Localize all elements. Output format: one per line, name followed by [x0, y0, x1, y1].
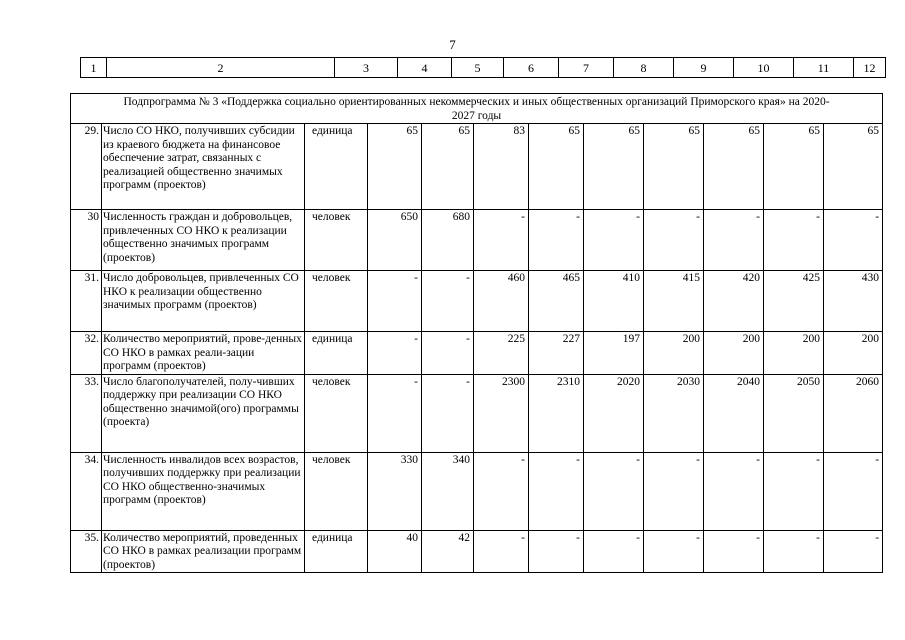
unit-of-measure: единица	[305, 530, 368, 573]
value-cell: 2310	[529, 374, 584, 452]
row-number: 35.	[71, 530, 102, 573]
value-cell: -	[644, 452, 704, 530]
unit-of-measure: человек	[305, 210, 368, 271]
value-cell: -	[584, 530, 644, 573]
header-cell: 11	[794, 58, 854, 78]
row-number: 34.	[71, 452, 102, 530]
table-rows	[71, 124, 883, 573]
indicator-name: Число благополучателей, полу-чивших поддержку при реализации СО НКО общественно значимой(ого) программы (проекта)	[102, 374, 305, 452]
page-number: 7	[449, 37, 456, 52]
header-cell: 2	[107, 58, 335, 78]
header-cell: 1	[81, 58, 107, 78]
indicator-name: Количество мероприятий, прове-денных СО НКО в рамках реали-зации программ (проектов)	[102, 332, 305, 375]
header-cell: 4	[398, 58, 452, 78]
indicator-name: Число СО НКО, получивших субсидии из краевого бюджета на финансовое обеспечение затрат, связанных с реализацией общественно значимых программ (проектов)	[102, 124, 305, 210]
value-cell: -	[474, 530, 529, 573]
table-row	[71, 210, 883, 271]
row-number: 33.	[71, 374, 102, 452]
value-cell: -	[529, 210, 584, 271]
value-cell: 465	[529, 271, 584, 332]
value-cell: 197	[584, 332, 644, 375]
header-cell: 7	[559, 58, 614, 78]
subprogram-title-row	[71, 94, 883, 124]
value-cell: -	[704, 530, 764, 573]
value-cell: 65	[368, 124, 422, 210]
value-cell: -	[704, 210, 764, 271]
header-cell: 5	[452, 58, 504, 78]
table-row	[71, 124, 883, 210]
value-cell: -	[824, 210, 883, 271]
value-cell: -	[422, 271, 474, 332]
value-cell: -	[422, 332, 474, 375]
value-cell: 425	[764, 271, 824, 332]
header-cell: 9	[674, 58, 734, 78]
value-cell: 200	[644, 332, 704, 375]
value-cell: 65	[644, 124, 704, 210]
value-cell: 225	[474, 332, 529, 375]
value-cell: 415	[644, 271, 704, 332]
row-number: 29.	[71, 124, 102, 210]
value-cell: -	[644, 530, 704, 573]
value-cell: 227	[529, 332, 584, 375]
value-cell: -	[764, 530, 824, 573]
value-cell: 2300	[474, 374, 529, 452]
indicator-name: Количество мероприятий, проведенных СО НКО в рамках реализации программ (проектов)	[102, 530, 305, 573]
header-cell: 12	[854, 58, 886, 78]
header-cell: 10	[734, 58, 794, 78]
value-cell: 430	[824, 271, 883, 332]
row-number: 30	[71, 210, 102, 271]
value-cell: 65	[824, 124, 883, 210]
value-cell: 200	[704, 332, 764, 375]
value-cell: 2060	[824, 374, 883, 452]
value-cell: 200	[824, 332, 883, 375]
table-row	[71, 332, 883, 375]
table-row	[71, 271, 883, 332]
indicators-table	[70, 93, 883, 573]
header-cell: 3	[335, 58, 398, 78]
value-cell: 330	[368, 452, 422, 530]
row-number: 31.	[71, 271, 102, 332]
value-cell: -	[704, 452, 764, 530]
table-row	[71, 530, 883, 573]
value-cell: -	[529, 530, 584, 573]
value-cell: -	[368, 374, 422, 452]
value-cell: 65	[422, 124, 474, 210]
table-row	[71, 374, 883, 452]
value-cell: 65	[704, 124, 764, 210]
subprogram-title: Подпрограмма № 3 «Поддержка социально ориентированных некоммерческих и иных общественных организаций Приморского края» на 2020-2027 годы	[71, 94, 883, 124]
header-cell: 8	[614, 58, 674, 78]
header-cell: 6	[504, 58, 559, 78]
value-cell: 340	[422, 452, 474, 530]
value-cell: 2030	[644, 374, 704, 452]
value-cell: 650	[368, 210, 422, 271]
value-cell: -	[764, 210, 824, 271]
value-cell: 40	[368, 530, 422, 573]
value-cell: 42	[422, 530, 474, 573]
indicator-name: Численность инвалидов всех возрастов, получивших поддержку при реализации СО НКО общественно-значимых программ (проектов)	[102, 452, 305, 530]
value-cell: -	[764, 452, 824, 530]
value-cell: 2050	[764, 374, 824, 452]
value-cell: 65	[584, 124, 644, 210]
unit-of-measure: человек	[305, 452, 368, 530]
value-cell: -	[584, 210, 644, 271]
value-cell: 2040	[704, 374, 764, 452]
value-cell: -	[368, 271, 422, 332]
unit-of-measure: человек	[305, 374, 368, 452]
value-cell: -	[474, 452, 529, 530]
value-cell: 410	[584, 271, 644, 332]
unit-of-measure: единица	[305, 124, 368, 210]
unit-of-measure: человек	[305, 271, 368, 332]
value-cell: 65	[764, 124, 824, 210]
row-number: 32.	[71, 332, 102, 375]
value-cell: 200	[764, 332, 824, 375]
value-cell: -	[824, 530, 883, 573]
value-cell: -	[529, 452, 584, 530]
column-number-header	[80, 57, 886, 78]
value-cell: 680	[422, 210, 474, 271]
header-row	[81, 58, 886, 78]
indicator-name: Число добровольцев, привлеченных СО НКО к реализации общественно значимых программ (проектов)	[102, 271, 305, 332]
value-cell: -	[824, 452, 883, 530]
indicator-name: Численность граждан и добровольцев, привлеченных СО НКО к реализации общественно значимых программ (проектов)	[102, 210, 305, 271]
value-cell: 2020	[584, 374, 644, 452]
value-cell: -	[644, 210, 704, 271]
value-cell: 420	[704, 271, 764, 332]
value-cell: -	[474, 210, 529, 271]
value-cell: 460	[474, 271, 529, 332]
value-cell: -	[584, 452, 644, 530]
table-row	[71, 452, 883, 530]
value-cell: 65	[529, 124, 584, 210]
value-cell: -	[368, 332, 422, 375]
unit-of-measure: единица	[305, 332, 368, 375]
value-cell: -	[422, 374, 474, 452]
value-cell: 83	[474, 124, 529, 210]
